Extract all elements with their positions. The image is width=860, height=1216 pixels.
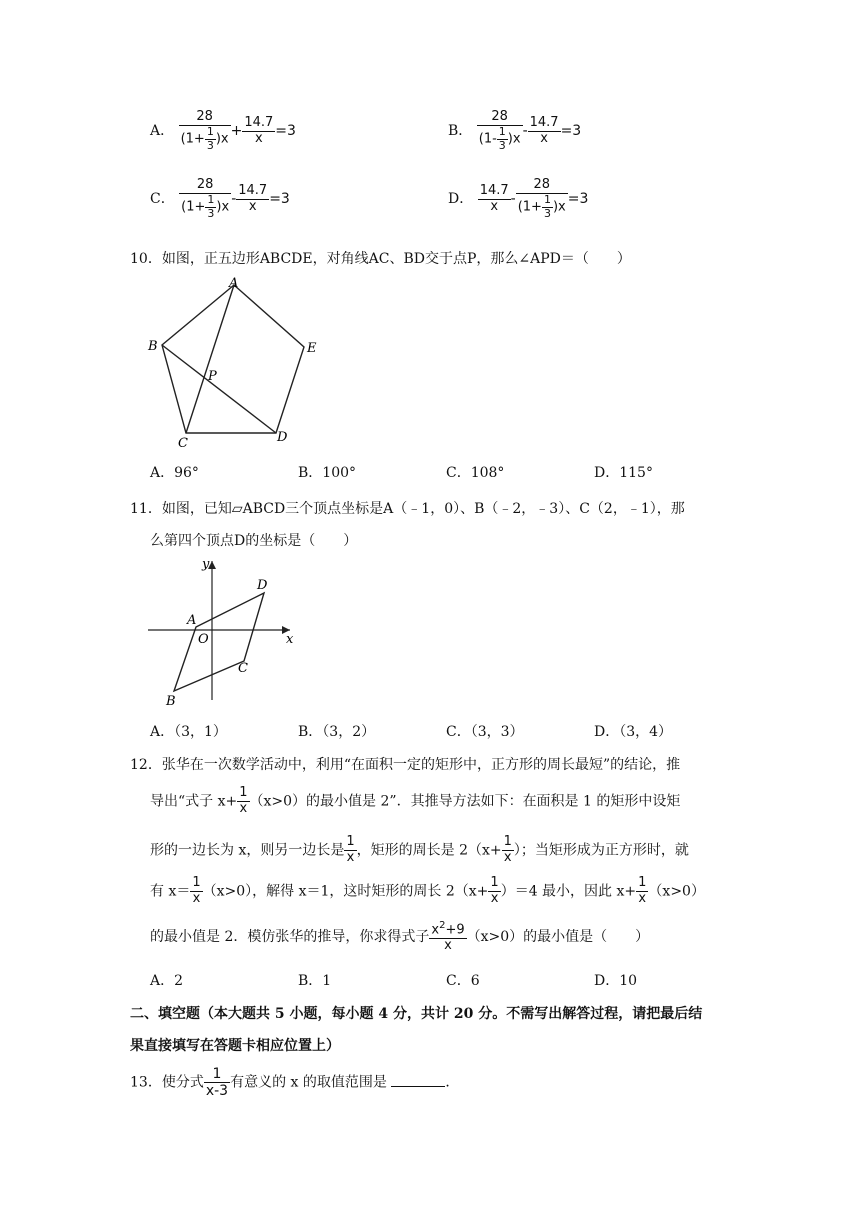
q12-option-d: D．10 xyxy=(594,973,638,989)
parallelogram-figure xyxy=(140,555,310,710)
q10-option-c: C．108° xyxy=(446,465,505,481)
label-y: y xyxy=(202,557,210,572)
q10-option-d: D．115° xyxy=(594,465,653,481)
section2-heading-line2: 果直接填写在答题卡相应位置上） xyxy=(130,1038,340,1054)
q12-line5: 的最小值是 2．模仿张华的推导，你求得式子 $\frac{x^2+9}{x}$ （x>0）的最小值是（ ） xyxy=(150,920,650,954)
label-c: C xyxy=(238,661,248,676)
label-c: C xyxy=(178,436,188,450)
label-d: D xyxy=(257,578,268,593)
q11-option-b: B．（3，2） xyxy=(298,724,376,740)
q9-option-b: B． 28 (1- $\frac{1}{3}$ )x - $\frac{14.7}{x}$ =3 xyxy=(448,109,582,152)
q9-option-a: A． 28 (1+ $\frac{1}{3}$ )x + $\frac{14.7}{x}$ =3 xyxy=(150,109,296,152)
label-o: O xyxy=(198,632,209,647)
fraction: $\frac{14.7}{x}$ xyxy=(244,114,274,146)
q11-option-d: D．（3，4） xyxy=(594,724,673,740)
q10-option-b: B．100° xyxy=(298,465,357,481)
q12-line4: 有 x＝ $\frac{1}{x}$ （x>0），解得 x＝1，这时矩形的周长 2（x+ $\frac{1}{x}$ ）＝4 最小，因此 x+ $\frac{1}{x}$ （x>0） xyxy=(150,875,705,906)
label-b: B xyxy=(148,339,158,354)
q12-line2: 导出“式子 x+ $\frac{1}{x}$ （x>0）的最小值是 2”．其推导方法如下：在面积是 1 的矩形中设矩 xyxy=(150,785,681,816)
q12-line1: 12．张华在一次数学活动中，利用“在面积一定的矩形中，正方形的周长最短”的结论，推 xyxy=(130,757,681,773)
q11-option-a: A．（3，1） xyxy=(150,724,227,740)
label-a: A xyxy=(187,613,197,628)
section2-heading-line1: 二、填空题（本大题共 5 小题，每小题 4 分，共计 20 分。不需写出解答过程，请把最后结 xyxy=(130,1006,703,1022)
label-e: E xyxy=(307,341,317,356)
q12-line3: 形的一边长为 x，则另一边长是 $\frac{1}{x}$ ，矩形的周长是 2（x+ $\frac{1}{x}$ ）；当矩形成为正方形时，就 xyxy=(150,834,689,865)
q12-option-b: B．1 xyxy=(298,973,332,989)
answer-blank[interactable] xyxy=(391,1072,445,1087)
q12-option-c: C．6 xyxy=(446,973,480,989)
q11-line2: 么第四个顶点D的坐标是（ ） xyxy=(150,533,358,549)
label-p: P xyxy=(208,369,217,384)
q11-line1: 11．如图，已知▱ABCD三个顶点坐标是A（﹣1，0）、B（﹣2，﹣3）、C（2，﹣1），那 xyxy=(130,501,685,517)
q11-option-c: C．（3，3） xyxy=(446,724,524,740)
q13: 13．使分式 $\frac{1}{x-3}$ 有意义的 x 的取值范围是 ． xyxy=(130,1066,460,1100)
label-a: A xyxy=(229,276,239,291)
fraction: 28 (1+ $\frac{1}{3}$ )x xyxy=(180,109,229,152)
pentagon-figure xyxy=(140,275,340,450)
label-x: x xyxy=(286,632,294,647)
q12-option-a: A．2 xyxy=(150,973,184,989)
q10-text: 10．如图，正五边形ABCDE，对角线AC、BD交于点P，那么∠APD＝（ ） xyxy=(130,251,631,267)
q10-option-a: A．96° xyxy=(150,465,199,481)
label-d: D xyxy=(277,430,288,445)
q9-option-c: C． 28 (1+ $\frac{1}{3}$ )x - $\frac{14.7}{x}$ =3 xyxy=(150,177,290,220)
label-b: B xyxy=(166,694,176,709)
q9-option-d: D． $\frac{14.7}{x}$ - 28 (1+ $\frac{1}{3}$ )x =3 xyxy=(448,177,589,220)
